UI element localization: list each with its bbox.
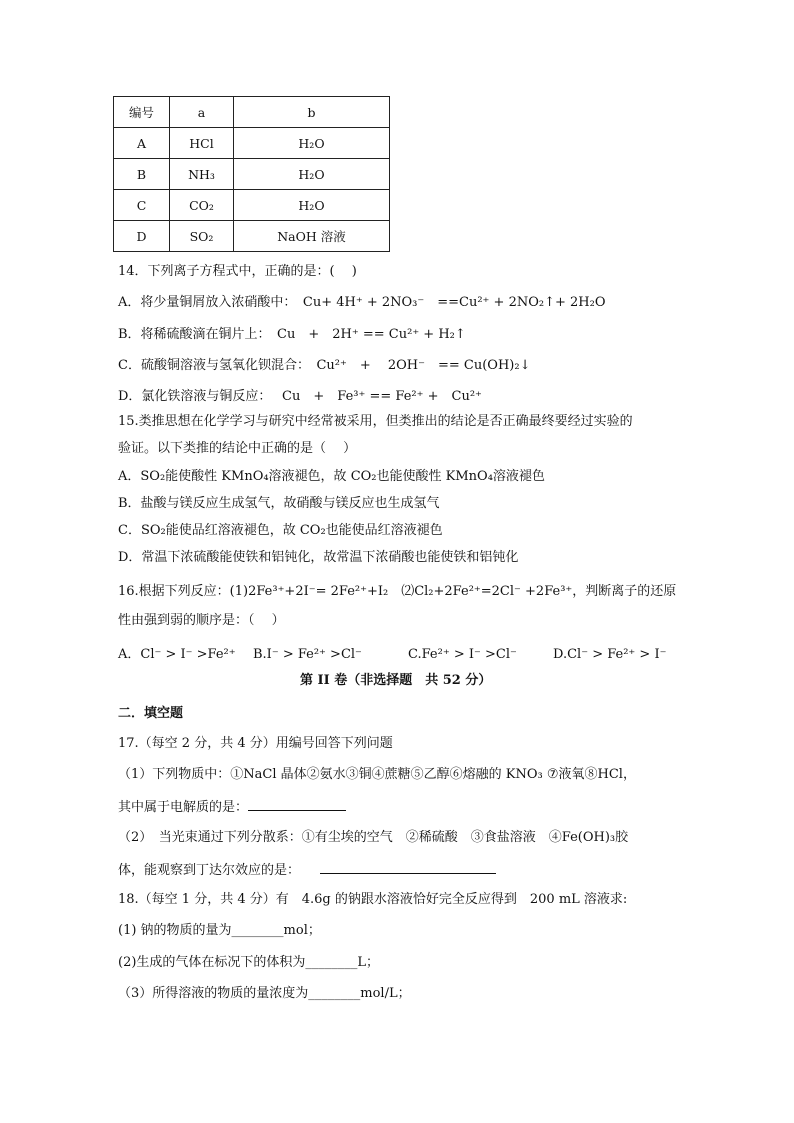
q18-part2: (2)生成的气体在标况下的体积为________L； [118, 955, 380, 970]
q17-stem: 17.（每空 2 分，共 4 分）用编号回答下列问题 [118, 736, 393, 751]
answer-blank[interactable] [248, 797, 346, 811]
q14-stem: 14．下列离子方程式中，正确的是：( ) [118, 264, 357, 279]
q14-option-b: B．将稀硫酸滴在铜片上： Cu + 2H⁺ == Cu²⁺ + H₂↑ [118, 327, 466, 342]
q17-part1-line2 [118, 797, 346, 817]
q15-option-a: A．SO₂能使酸性 KMnO₄溶液褪色，故 CO₂也能使酸性 KMnO₄溶液褪色 [118, 469, 545, 484]
q18-part1: (1) 钠的物质的量为________mol； [118, 923, 321, 938]
table-header-cell: b [234, 97, 390, 128]
table-cell: H₂O [234, 128, 390, 159]
q18-part3: （3）所得溶液的物质的量浓度为________mol/L； [118, 986, 411, 1001]
q14-option-d: D．氯化铁溶液与铜反应： Cu + Fe³⁺ == Fe²⁺ + Cu²⁺ [118, 389, 482, 404]
table-cell: NH₃ [170, 159, 234, 190]
table-cell: SO₂ [170, 221, 234, 252]
q16-option-a: A．Cl⁻ > I⁻ >Fe²⁺ [118, 647, 236, 662]
table-header-cell: 编号 [114, 97, 170, 128]
table-cell: D [114, 221, 170, 252]
table-cell: B [114, 159, 170, 190]
q15-stem-line2: 验证。以下类推的结论中正确的是（ ） [118, 441, 357, 456]
table-cell: NaOH 溶液 [234, 221, 390, 252]
table-cell: H₂O [234, 190, 390, 221]
answer-blank[interactable] [320, 860, 496, 874]
q18-stem: 18.（每空 1 分，共 4 分）有 4.6g 的钠跟水溶液恰好完全反应得到 200 mL 溶液求: [118, 892, 628, 907]
q15-option-b: B．盐酸与镁反应生成氢气，故硝酸与镁反应也生成氢气 [118, 496, 440, 511]
gas-liquid-table [113, 96, 390, 252]
table-header-row [114, 97, 390, 128]
q17-part2-line2 [118, 860, 496, 880]
table-header-cell: a [170, 97, 234, 128]
table-cell: CO₂ [170, 190, 234, 221]
q17-part1-line1: （1）下列物质中：①NaCl 晶体②氨水③铜④蔗糖⑤乙醇⑥熔融的 KNO₃ ⑦液氧⑧HCl， [118, 767, 636, 782]
q17-part1-prompt: 其中属于电解质的是： [118, 800, 249, 815]
table-cell: C [114, 190, 170, 221]
section-title: 二．填空题 [118, 706, 184, 721]
table-row [114, 190, 390, 221]
table-row [114, 159, 390, 190]
q16-stem-line2: 性由强到弱的顺序是：（ ） [118, 613, 285, 628]
part-two-title: 第 II 卷（非选择题 共 52 分） [300, 673, 492, 688]
q16-option-c: C.Fe²⁺ > I⁻ >Cl⁻ [408, 647, 517, 662]
table-cell: A [114, 128, 170, 159]
q16-option-b: B.I⁻ > Fe²⁺ >Cl⁻ [253, 647, 362, 662]
table-row [114, 128, 390, 159]
q15-option-c: C．SO₂能使品红溶液褪色，故 CO₂也能使品红溶液褪色 [118, 523, 443, 538]
q16-stem-line1: 16.根据下列反应：(1)2Fe³⁺+2I⁻= 2Fe²⁺+I₂ ⑵Cl₂+2Fe²⁺=2Cl⁻ +2Fe³⁺，判断离子的还原 [118, 584, 677, 599]
table-cell: HCl [170, 128, 234, 159]
q16-option-d: D.Cl⁻ > Fe²⁺ > I⁻ [553, 647, 667, 662]
q15-option-d: D．常温下浓硫酸能使铁和铝钝化，故常温下浓硝酸也能使铁和铝钝化 [118, 550, 519, 565]
q17-part2-prompt: 体，能观察到丁达尔效应的是： [118, 863, 301, 878]
q17-part2-line1: （2） 当光束通过下列分散系：①有尘埃的空气 ②稀硫酸 ③食盐溶液 ④Fe(OH)₃胶 [118, 830, 629, 845]
table-row [114, 221, 390, 252]
table-cell: H₂O [234, 159, 390, 190]
q14-option-a: A．将少量铜屑放入浓硝酸中： Cu+ 4H⁺ + 2NO₃⁻ ==Cu²⁺ + 2NO₂↑+ 2H₂O [118, 295, 606, 310]
q15-stem-line1: 15.类推思想在化学学习与研究中经常被采用，但类推出的结论是否正确最终要经过实验的 [118, 414, 633, 429]
q14-option-c: C．硫酸铜溶液与氢氧化钡混合： Cu²⁺ + 2OH⁻ == Cu(OH)₂↓ [118, 358, 531, 373]
